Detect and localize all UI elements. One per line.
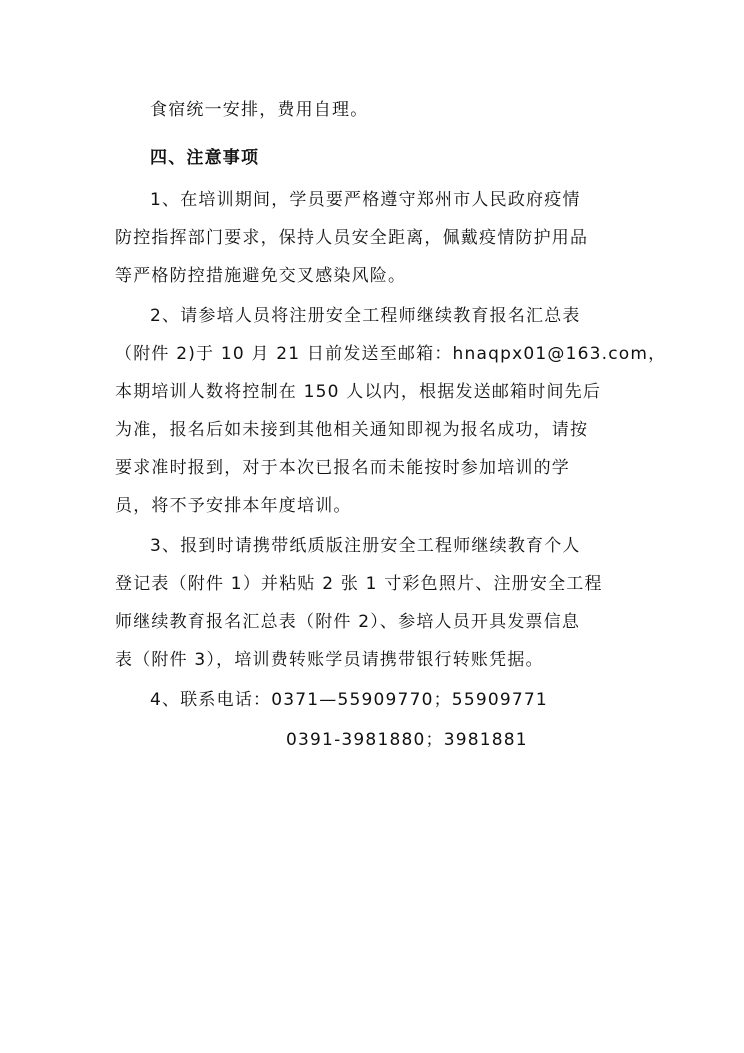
text-line-item2-c: 本期培训人数将控制在 150 人以内，根据发送邮箱时间先后 (115, 382, 602, 402)
text-line-contact-phone-2: 0391-3981880；3981881 (286, 730, 528, 750)
text-line-item2-f: 员，将不予安排本年度培训。 (115, 496, 352, 516)
text-line-item3-c: 师继续教育报名汇总表（附件 2）、参培人员开具发票信息 (115, 612, 581, 632)
text-line-item3-b: 登记表（附件 1）并粘贴 2 张 1 寸彩色照片、注册安全工程 (115, 574, 603, 594)
text-line-item1-c: 等严格防控措施避免交叉感染风险。 (115, 266, 407, 286)
text-line-item2-e: 要求准时报到，对于本次已报名而未能按时参加培训的学 (115, 458, 570, 478)
text-line-item2-d: 为准，报名后如未接到其他相关通知即视为报名成功，请按 (115, 420, 589, 440)
text-line-item1-a: 1、在培训期间，学员要严格遵守郑州市人民政府疫情 (150, 190, 581, 210)
text-line-contact-phone: 4、联系电话：0371—55909770；55909771 (150, 690, 548, 710)
text-line-item3-a: 3、报到时请携带纸质版注册安全工程师继续教育个人 (150, 536, 581, 556)
text-line-item3-d: 表（附件 3），培训费转账学员请携带银行转账凭据。 (115, 650, 544, 670)
section-heading-notes: 四、注意事项 (150, 148, 260, 168)
text-line-item2-a: 2、请参培人员将注册安全工程师继续教育报名汇总表 (150, 306, 581, 326)
text-line-meals: 食宿统一安排，费用自理。 (150, 100, 369, 120)
text-line-item1-b: 防控指挥部门要求，保持人员安全距离，佩戴疫情防护用品 (115, 228, 589, 248)
text-line-item2-b: （附件 2)于 10 月 21 日前发送至邮箱：hnaqpx01@163.com， (115, 344, 667, 364)
